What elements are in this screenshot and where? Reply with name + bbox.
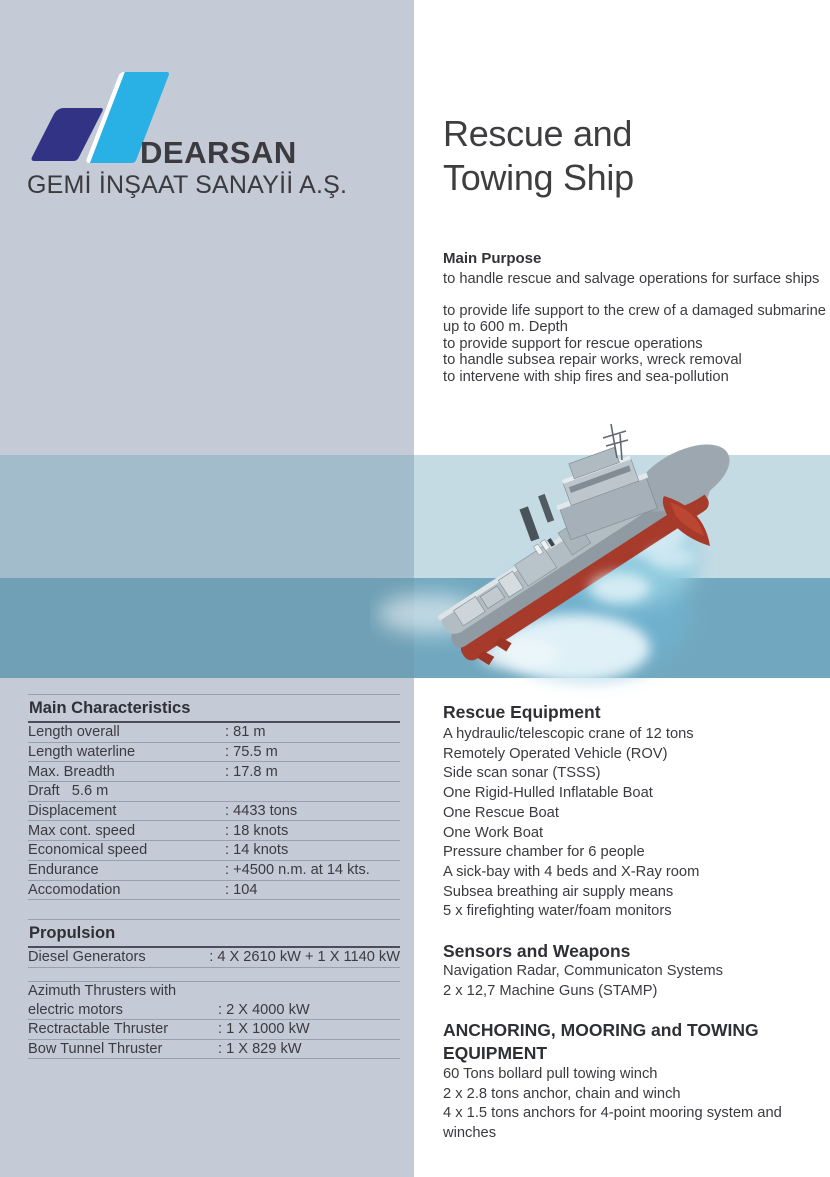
table-row	[28, 762, 400, 782]
spec-label: Azimuth Thrusters with	[28, 983, 177, 1000]
spec-label: Diesel Generators	[28, 949, 146, 966]
anchoring-item: 4 x 1.5 tons anchors for 4-point mooring system and winches	[443, 1105, 782, 1142]
band2-left	[0, 578, 414, 678]
spec-label: Draft 5.6 m	[28, 783, 109, 800]
main-purpose-line: to handle rescue and salvage operations for surface ships	[443, 271, 820, 287]
table-row	[28, 841, 400, 861]
equipment-item: One Rescue Boat	[443, 804, 559, 821]
spec-value: : 81 m	[225, 724, 266, 741]
page-title	[443, 112, 634, 200]
anchoring-list	[443, 1065, 811, 1144]
table-row	[28, 948, 400, 968]
spec-value: : 17.8 m	[225, 763, 278, 780]
equipment-item: Remotely Operated Vehicle (ROV)	[443, 745, 668, 762]
rescue-equipment-heading: Rescue Equipment	[443, 702, 601, 722]
sensors-item: Navigation Radar, Communicaton Systems	[443, 963, 724, 979]
spec-value: : 14 knots	[225, 842, 289, 859]
band1-left	[0, 455, 414, 578]
spec-label: electric motors	[28, 1001, 123, 1018]
main-purpose-line: to provide support for rescue operations	[443, 335, 703, 352]
table-row	[28, 782, 400, 802]
equipment-item: A hydraulic/telescopic crane of 12 tons	[443, 726, 694, 742]
ship-rendering	[370, 416, 830, 700]
table-row	[28, 821, 400, 841]
table-row	[28, 881, 400, 901]
table-row	[28, 723, 400, 743]
main-purpose-line: to intervene with ship fires and sea-pollution	[443, 368, 729, 385]
spec-label: Endurance	[28, 862, 99, 879]
company-name: DEARSAN	[140, 135, 297, 170]
sensors-weapons-heading: Sensors and Weapons	[443, 941, 631, 961]
table-row	[28, 743, 400, 763]
spec-value: : +4500 n.m. at 14 kts.	[225, 862, 370, 879]
main-characteristics-table	[28, 694, 400, 900]
spec-label: Economical speed	[28, 842, 148, 859]
main-characteristics-heading: Main Characteristics	[28, 694, 400, 723]
table-row	[28, 802, 400, 822]
spec-label: Length overall	[28, 724, 120, 741]
spec-value: : 104	[225, 881, 258, 898]
spec-value: : 2 X 4000 kW	[218, 1001, 310, 1018]
sensors-item: 2 x 12,7 Machine Guns (STAMP)	[443, 982, 658, 999]
table-row	[28, 1000, 400, 1020]
spec-value: : 18 knots	[225, 822, 289, 839]
spec-value: : 1 X 829 kW	[218, 1041, 302, 1058]
table-row	[28, 861, 400, 881]
spec-label: Rectractable Thruster	[28, 1021, 169, 1038]
equipment-item: Pressure chamber for 6 people	[443, 844, 645, 861]
main-purpose-heading: Main Purpose	[443, 250, 542, 267]
page-title-line1: Rescue and	[443, 113, 633, 154]
spec-label: Displacement	[28, 803, 117, 820]
equipment-item: One Work Boat	[443, 824, 544, 841]
spec-value: : 75.5 m	[225, 744, 278, 761]
spec-value: : 4 X 2610 kW + 1 X 1140 kW	[209, 949, 400, 966]
spec-label: Bow Tunnel Thruster	[28, 1041, 163, 1058]
anchoring-item: 60 Tons bollard pull towing winch	[443, 1066, 658, 1082]
equipment-item: A sick-bay with 4 beds and X-Ray room	[443, 863, 700, 880]
equipment-item: One Rigid-Hulled Inflatable Boat	[443, 785, 653, 802]
table-row	[28, 1020, 400, 1040]
sensors-weapons-list	[443, 962, 723, 1001]
table-spacer	[28, 968, 400, 982]
spec-value: : 1 X 1000 kW	[218, 1021, 310, 1038]
table-row	[28, 982, 400, 1001]
rescue-equipment-list	[443, 725, 699, 922]
equipment-item: 5 x firefighting water/foam monitors	[443, 903, 672, 920]
spec-label: Length waterline	[28, 744, 136, 761]
main-purpose-line: up to 600 m. Depth	[443, 319, 568, 336]
anchoring-item: 2 x 2.8 tons anchor, chain and winch	[443, 1085, 681, 1102]
propulsion-table	[28, 919, 400, 1059]
equipment-item: Side scan sonar (TSSS)	[443, 765, 601, 782]
table-row	[28, 1040, 400, 1060]
spec-label: Max. Breadth	[28, 763, 115, 780]
company-subtitle: GEMİ İNŞAAT SANAYİİ A.Ş.	[27, 171, 348, 199]
anchoring-heading: ANCHORING, MOORING and TOWING EQUIPMENT	[443, 1020, 759, 1063]
main-purpose-line: to provide life support to the crew of a damaged submarine	[443, 303, 826, 319]
spec-label: Accomodation	[28, 881, 121, 898]
spec-label: Max cont. speed	[28, 822, 136, 839]
main-purpose-paragraph	[443, 303, 826, 385]
spec-value: : 4433 tons	[225, 803, 298, 820]
page-title-line2: Towing Ship	[443, 157, 634, 198]
equipment-item: Subsea breathing air supply means	[443, 883, 674, 900]
propulsion-heading: Propulsion	[28, 919, 400, 948]
main-purpose-line: to handle subsea repair works, wreck removal	[443, 352, 742, 369]
